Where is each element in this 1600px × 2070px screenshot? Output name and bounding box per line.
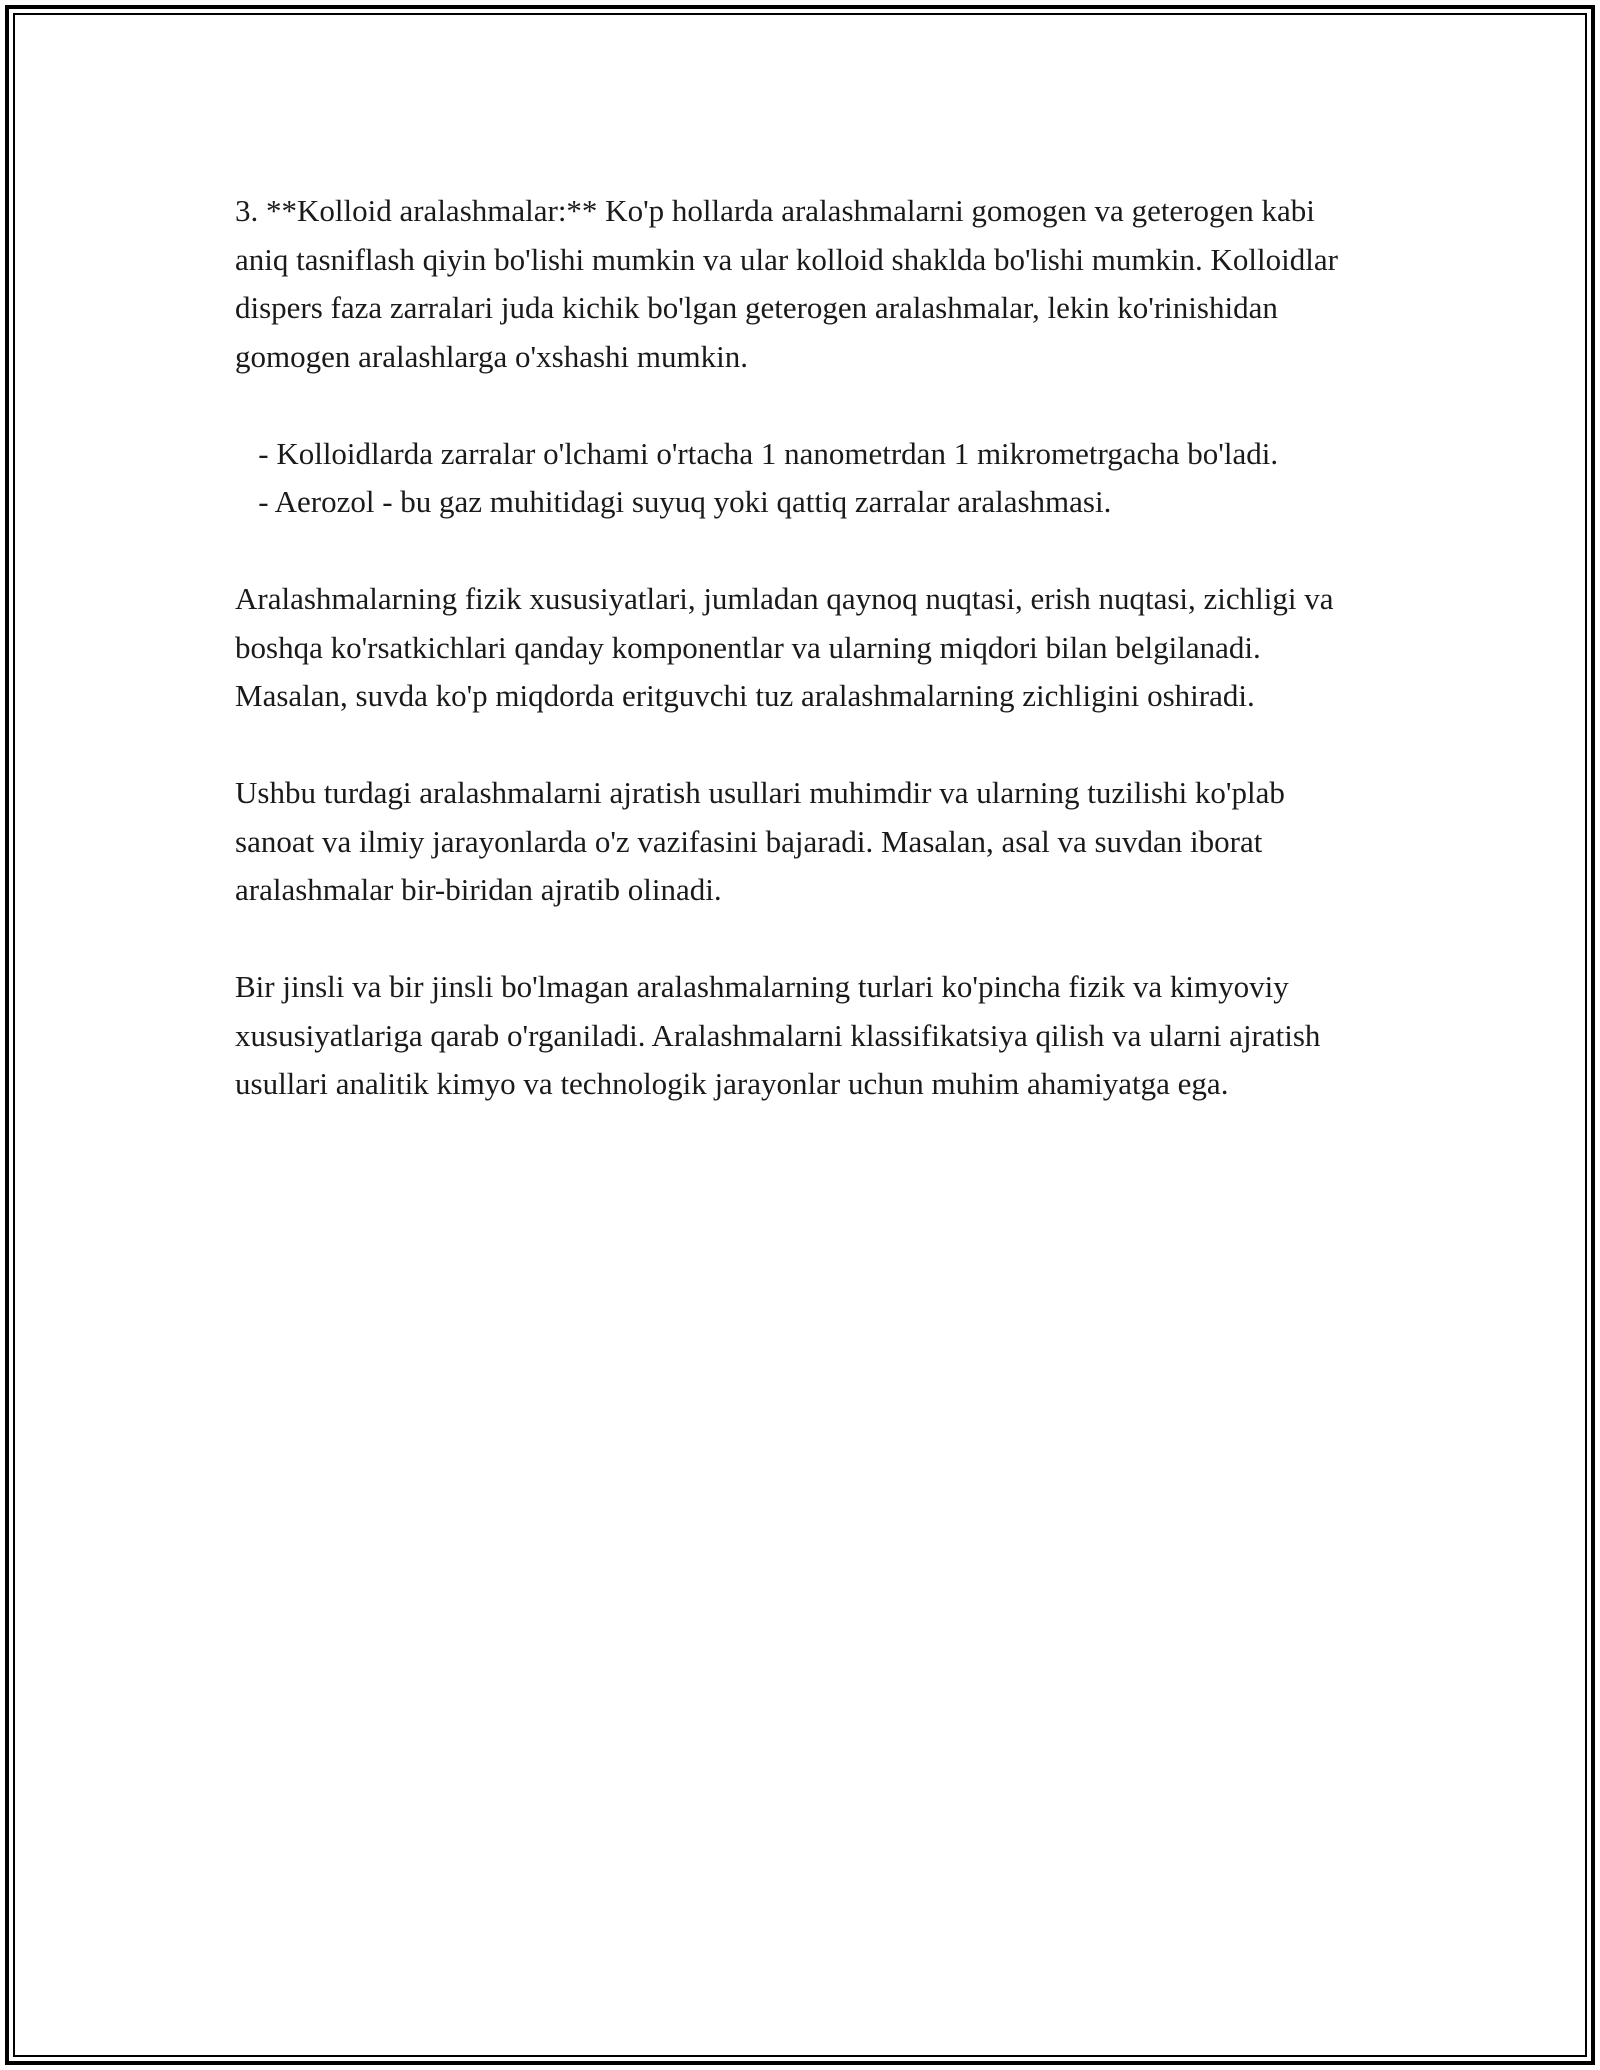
list-item-colloid-particle-size: - Kolloidlarda zarralar o'lchami o'rtacha 1 nanometrdan 1 mikrometrgacha bo'ladi. [235, 435, 1279, 471]
document-body [235, 187, 1365, 1109]
paragraph-gap [235, 527, 1365, 576]
paragraph-gap [235, 381, 1365, 430]
paragraph-separation-methods: Ushbu turdagi aralashmalarni ajratish usullari muhimdir va ularning tuzilishi ko'plab sanoat va ilmiy jarayonlarda o'z vazifasini bajaradi. Masalan, asal va suvdan iborat aralashmalar bir-biridan ajratib olinadi. [235, 775, 1293, 907]
paragraph-classification: Bir jinsli va bir jinsli bo'lmagan aralashmalarning turlari ko'pincha fizik va kimyoviy xususiyatlariga qarab o'rganiladi. Aralashmalarni klassifikatsiya qilish va ularni ajratish usullari analitik kimyo va technologik jarayonlar uchun muhim ahamiyatga ega. [235, 969, 1329, 1101]
paragraph-gap [235, 915, 1365, 964]
paragraph-colloid-mixtures: 3. **Kolloid aralashmalar:** Ko'p hollarda aralashmalarni gomogen va geterogen kabi aniq tasniflash qiyin bo'lishi mumkin va ular kolloid shaklda bo'lishi mumkin. Kolloidlar dispers faza zarralari juda kichik bo'lgan geterogen aralashmalar, lekin ko'rinishidan gomogen aralashlarga o'xshashi mumkin. [235, 193, 1346, 374]
paragraph-gap [235, 721, 1365, 770]
list-item-aerosol: - Aerozol - bu gaz muhitidagi suyuq yoki qattiq zarralar aralashmasi. [235, 484, 1112, 519]
paragraph-physical-properties: Aralashmalarning fizik xususiyatlari, jumladan qaynoq nuqtasi, erish nuqtasi, zichligi va boshqa ko'rsatkichlari qanday komponentlar va ularning miqdori bilan belgilanadi. Masalan, suvda ko'p miqdorda eritguvchi tuz aralashmalarning zichligini oshiradi. [235, 581, 1342, 713]
